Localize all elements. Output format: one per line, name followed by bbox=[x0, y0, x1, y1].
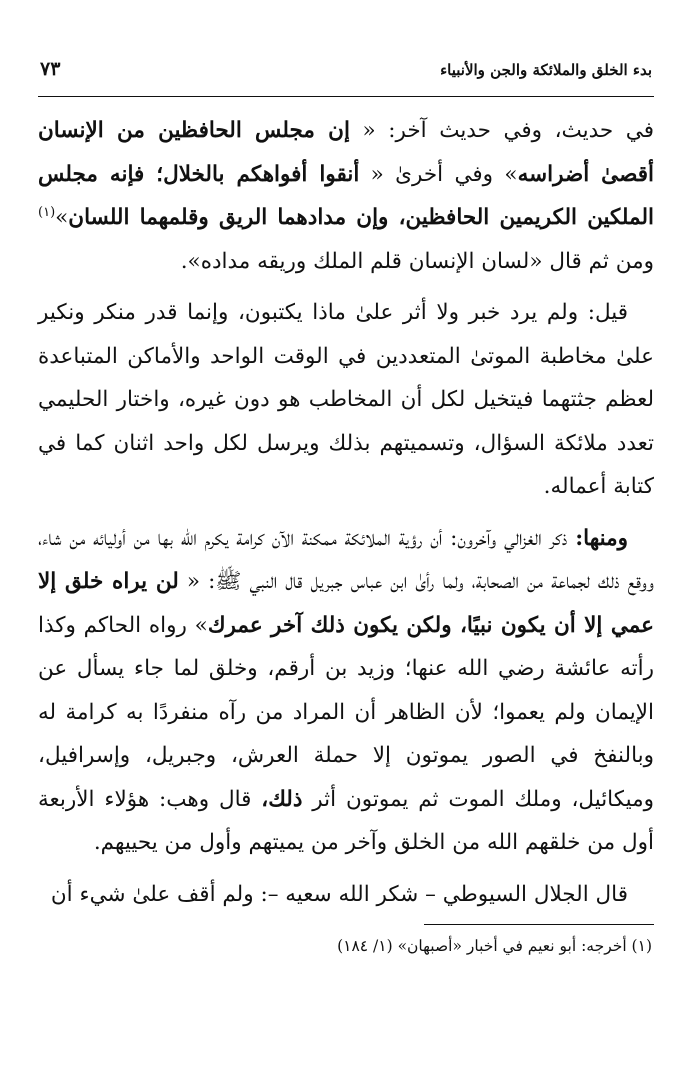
paragraph-2: قيل: ولم يرد خبر ولا أثر علىٰ ماذا يكتبون، وإنما قدر منكر ونكير علىٰ مخاطبة الموتىٰ المتعددين في الوقت الواحد والأماكن المتباعدة لعظم جثتهما فيتخيل لكل أن المخاطب هو دون غيره، واختار الحليمي تعدد ملائكة السؤال، وتسميتهم بذلك ويرسل لكل واحد اثنان كما في كتابة أعماله. bbox=[38, 300, 654, 499]
paragraph-4: قال الجلال السيوطي – شكر الله سعيه –: ولم أقف علىٰ شيء أن bbox=[50, 881, 628, 907]
p3-text-2: » رواه الحاكم وكذا رأته عائشة رضي الله عنها؛ وزيد بن أرقم، وخلق لما جاء يسأل عن الإيمان ولم يعموا؛ لأن الظاهر أن المراد من رآه منفردًا به كرامة له وبالنفخ في الصور يموتون إلا حملة العرش، وجبريل، وإسرافيل، وميكائيل، وملك الموت ثم يموتون أثر bbox=[38, 612, 654, 812]
p1-hadith-1: إن مجلس الحافظين من الإنسان أقصىٰ أضراسه bbox=[38, 118, 654, 187]
p1-text-1: في حديث، وفي حديث آخر: « bbox=[349, 118, 654, 143]
p3-lead-word: ومنها: bbox=[575, 525, 628, 551]
paragraph-3 bbox=[38, 517, 654, 865]
p1-hadith-2: أنقوا أفواهكم بالخلال؛ فإنه مجلس الملكين الكريمين الحافظين، وإن مدادهما الريق وقلمهما اللسان bbox=[38, 161, 654, 230]
p3-text-1: ذكر الغزالي وآخرون: أن رؤية الملائكة ممكنة الآن كرامة يكرم الله بها من أوليائه من شاء، ووقع ذلك لجماعة من الصحابة، ولما رأىٰ ابن عباس جبريل قال النبي ﷺ: « bbox=[38, 525, 654, 594]
p3-hadith: لن يراه خلق إلا عمي إلا أن يكون نبيًا، ولكن يكون ذلك آخر عمرك bbox=[38, 569, 654, 638]
running-header bbox=[38, 58, 654, 97]
page-number: ٧٣ bbox=[40, 58, 61, 80]
running-title: بدء الخلق والملائكة والجن والأنبياء bbox=[440, 61, 652, 79]
footnote-reference: (١) bbox=[38, 204, 56, 220]
p3-bold-word: ذلك، bbox=[261, 786, 303, 812]
p1-text-3: » bbox=[55, 205, 69, 230]
p1-text-4: ومن ثم قال «لسان الإنسان قلم الملك وريقه مداده». bbox=[180, 248, 654, 274]
p3-text-3: قال وهب: هؤلاء الأربعة أول من خلقهم الله من الخلق وآخر من يميتهم وأول من يحييهم. bbox=[38, 786, 654, 855]
book-page bbox=[38, 58, 654, 959]
footnote: (١) أخرجه: أبو نعيم في أخبار «أصبهان» (١/ ١٨٤) bbox=[337, 937, 652, 955]
footnote-divider bbox=[424, 924, 654, 925]
paragraph-1 bbox=[38, 109, 654, 283]
body-text bbox=[38, 109, 654, 916]
p1-text-2: » وفي أخرىٰ « bbox=[359, 161, 518, 187]
